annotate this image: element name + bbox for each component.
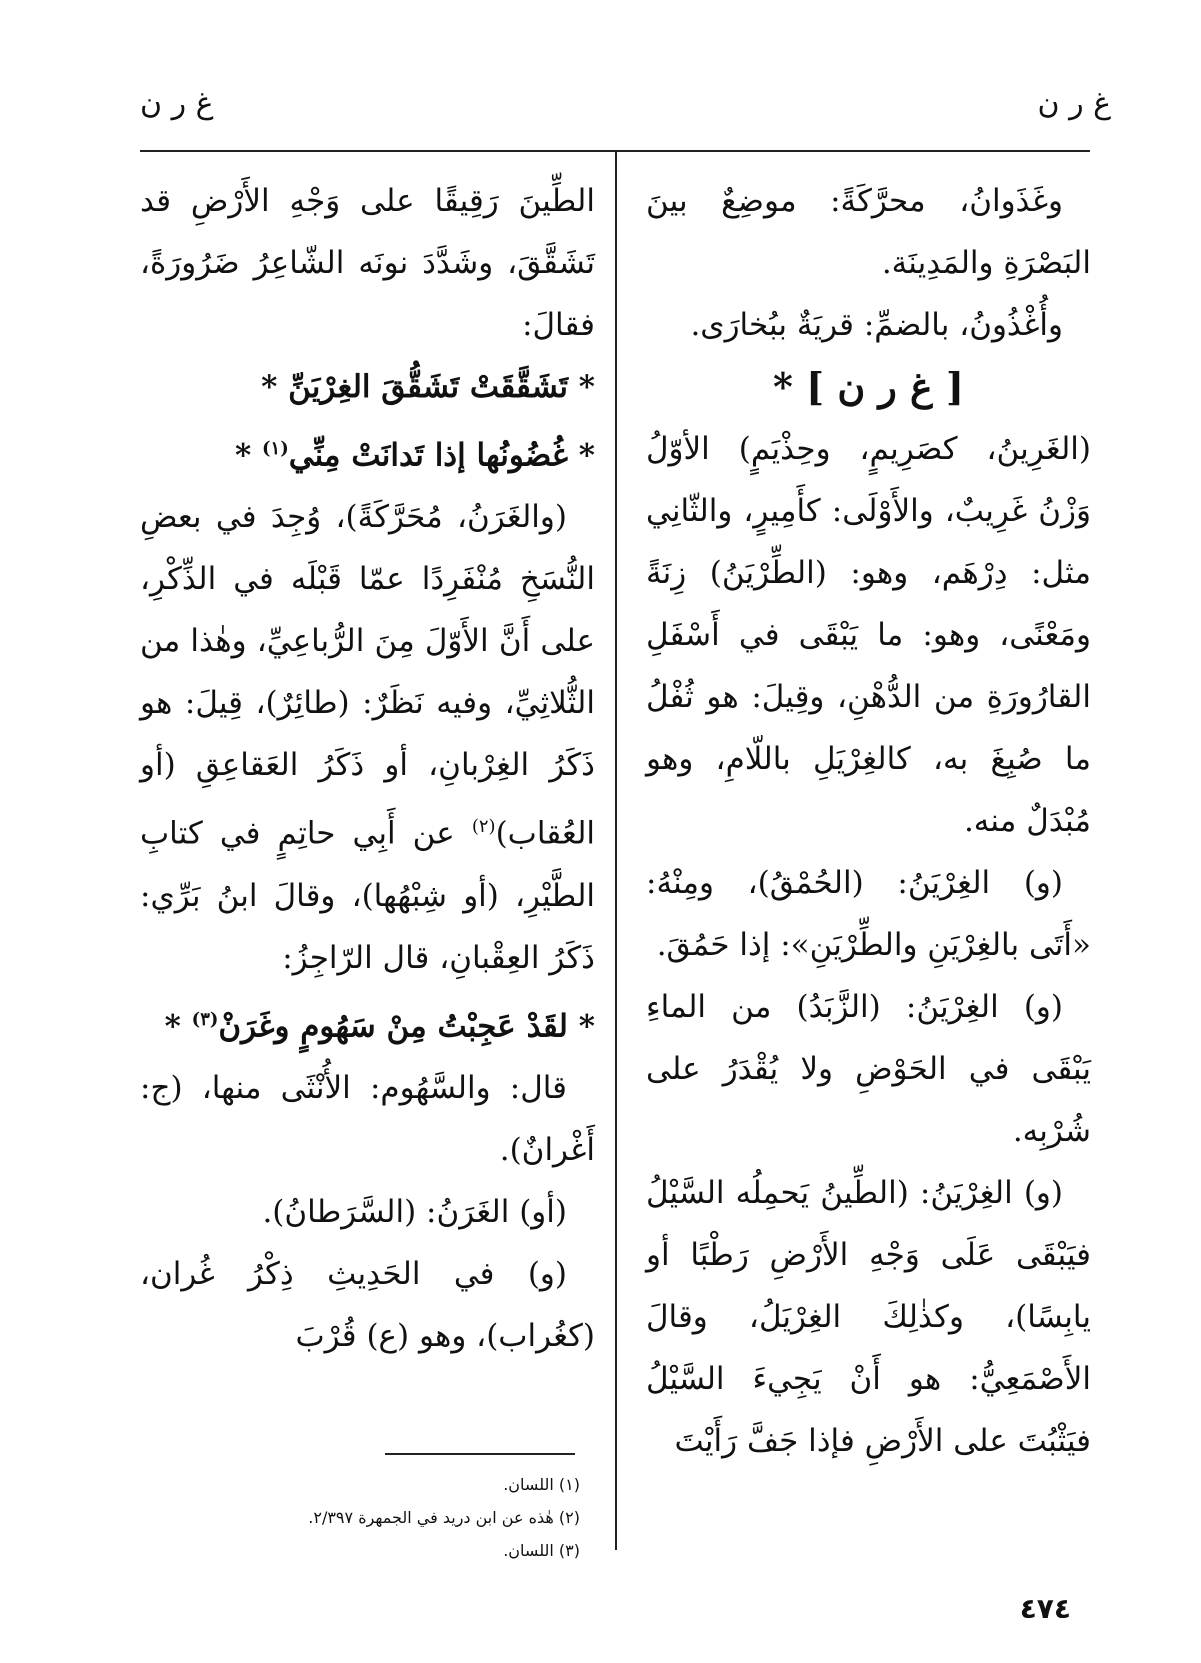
- entry-heading: [ غ ر ن ] *: [773, 364, 964, 409]
- paragraph-text: عن أَبِي حاتِمٍ في كتابِ الطَّيْرِ، (أو شِبْهُها)، وقالَ ابنُ بَرِّي: ذَكَرُ العِقْبانِ، قال الرّاجِزُ:: [140, 815, 595, 976]
- verse-line: [140, 989, 595, 1057]
- running-header-right: غ ر ن: [1037, 86, 1111, 121]
- right-column: [646, 170, 1091, 1472]
- paragraph: (و) الغِرْيَنُ: (الطِّينُ يَحمِلُه السَّيْلُ فيَبْقَى عَلَى وَجْهِ الأَرْضِ رَطْبًا أو يابِسًا)، وكذٰلِكَ الغِرْيَلُ، وقالَ الأَصْمَعِيُّ: هو أَنْ يَجِيءَ السَّيْلُ فيَثْبُتَ على الأَرْضِ فإذا جَفَّ رَأَيْتَ: [646, 1175, 1091, 1459]
- paragraph-text: (والغَرَنُ، مُحَرَّكَةً)، وُجِدَ في بعضِ النُّسَخِ مُنْفَرِدًا عمّا قَبْلَه في الذِّكْرِ، على أَنَّ الأَوّلَ مِنَ الرُّباعِيِّ، وهٰذا من الثُّلاثِيِّ، وفيه نَظَرٌ: (طائِرٌ)، قِيلَ: هو ذَكَرُ الغِرْبانِ، أو ذَكَرُ العَقاعِقِ (أو العُقاب): [140, 499, 595, 852]
- footnote: (١) اللسان.: [503, 1475, 580, 1494]
- footnote-ref: (٢): [471, 816, 496, 838]
- page-number: ٤٧٤: [1019, 1592, 1071, 1625]
- paragraph: (و) في الحَدِيثِ ذِكْرُ غُران، (كغُراب)، وهو (ع) قُرْبَ: [140, 1255, 595, 1354]
- running-header-left: غ ر ن: [140, 86, 214, 121]
- verse-line: * تَشَقَّقَتْ تَشَقُّقَ الغِرْيَنِّ *: [261, 369, 595, 405]
- footnotes: [140, 1468, 580, 1567]
- paragraph: الطِّينَ رَقِيقًا على وَجْهِ الأَرْضِ قد تَشَقَّقَ، وشَدَّدَ نونَه الشّاعِرُ ضَرُورَةً، فقالَ:: [140, 183, 595, 343]
- paragraph: (و) الغِرْيَنُ: (الحُمْقُ)، ومِنْهُ: «أَتَى بالغِرْيَنِ والطِّرْيَنِ»: إذا حَمُقَ.: [646, 865, 1091, 963]
- verse-end: *: [164, 1007, 192, 1044]
- verse-text: * غُضُونُها إذا تَدانَتْ مِنِّي: [288, 437, 595, 474]
- footnote: (٢) هٰذه عن ابن دريد في الجمهرة ٢/٣٩٧.: [308, 1508, 580, 1527]
- column-divider: [615, 150, 617, 1550]
- verse-text: * لقَدْ عَجِبْتُ مِنْ سَهُومٍ وغَرَنْ: [218, 1007, 595, 1044]
- left-column: [140, 170, 595, 1367]
- paragraph: (و) الغِرْيَنُ: (الزَّبَدُ) من الماءِ يَبْقَى في الحَوْضِ ولا يُقْدَرُ على شُرْبِه.: [646, 989, 1091, 1149]
- paragraph: [140, 486, 595, 988]
- footnote-rule: [385, 1453, 575, 1455]
- verse-end: *: [234, 437, 262, 474]
- verse-line: [140, 418, 595, 486]
- paragraph: قال: والسَّهُوم: الأُنْثَى منها، (ج: أَغْرانٌ).: [140, 1069, 595, 1168]
- paragraph: (أو) الغَرَنُ: (السَّرَطانُ).: [262, 1193, 567, 1230]
- footnote-ref: (١): [262, 438, 289, 459]
- paragraph: (الغَرِينُ، كصَرِيمٍ، وحِذْيَمٍ) الأوّلُ وَزْنُ غَرِيبٌ، والأَوْلَى: كأَمِيرٍ، والثّانِي مثل: دِرْهَم، وهو: (الطِّرْيَنُ) زِنَةً ومَعْنًى، وهو: ما يَبْقَى في أَسْفَلِ القارُورَةِ من الدُّهْنِ، وقِيلَ: هو ثُفْلُ ما صُبِغَ به، كالغِرْيَلِ باللّامِ، وهو مُبْدَلٌ منه.: [646, 431, 1091, 839]
- paragraph: وأُغْذُونُ، بالضمِّ: قريَةٌ ببُخارَى.: [690, 307, 1063, 343]
- footnote: (٣) اللسان.: [503, 1541, 580, 1560]
- paragraph: وغَذَوانُ، محرَّكَةً: موضِعٌ بينَ البَصْرَةِ والمَدِينَة.: [646, 183, 1091, 281]
- footnote-ref: (٣): [191, 1008, 219, 1030]
